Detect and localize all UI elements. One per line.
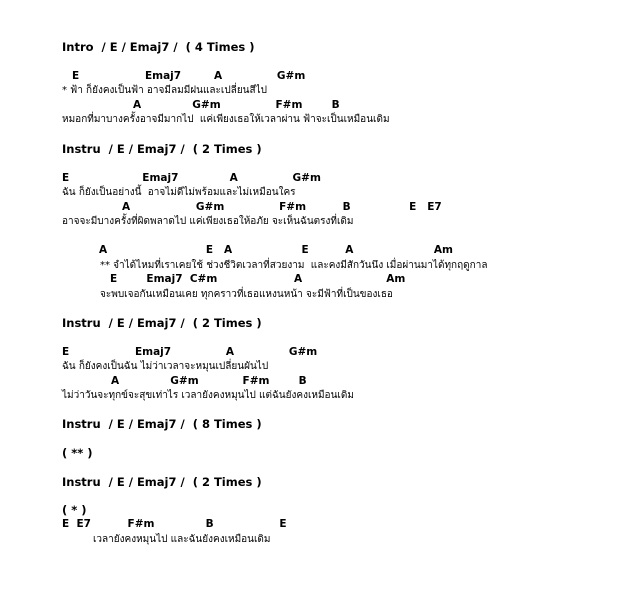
- verse2-lyric-2: อาจจะมีบางครั้งที่ผิดพลาดไป แค่เพียงเธอให้อภัย จะเห็นฉันตรงที่เดิม: [62, 216, 354, 227]
- verse1-chords-2: A G#m F#m B: [133, 99, 340, 111]
- verse3-lyric-2: ไม่ว่าวันจะทุกข์จะสุขเท่าไร เวลายังคงหมุนไป แต่ฉันยังคงเหมือนเดิม: [62, 390, 354, 401]
- verse3-lyric-1: ฉัน ก็ยังคงเป็นฉัน ไม่ว่าเวลาจะหมุนเปลี่ยนผันไป: [62, 361, 269, 372]
- verse2-lyric-1: ฉัน ก็ยังเป็นอย่างนี้ อาจไม่ดีไม่พร้อมและไม่เหมือนใคร: [62, 187, 296, 198]
- instru-line-3: Instru / E / Emaj7 / ( 8 Times ): [62, 417, 262, 431]
- chorus-lyric-1: ** จำได้ไหมที่เราเคยใช้ ช่วงชีวิตเวลาที่สวยงาม และคงมีสักวันนึง เมื่อผ่านมาได้ทุกฤดูกาล: [100, 260, 488, 271]
- outro-marker: ( * ): [62, 503, 87, 517]
- intro-line: Intro / E / Emaj7 / ( 4 Times ): [62, 40, 255, 54]
- chorus-chords-2: E Emaj7 C#m A Am: [110, 273, 406, 285]
- instru-line-1: Instru / E / Emaj7 / ( 2 Times ): [62, 142, 262, 156]
- verse3-chords-2: A G#m F#m B: [111, 375, 307, 387]
- verse2-chords-2: A G#m F#m B E E7: [122, 201, 442, 213]
- chorus-chords-1: A E A E A Am: [99, 244, 453, 256]
- verse1-chords-1: E Emaj7 A G#m: [72, 70, 306, 82]
- verse1-lyric-1: * ฟ้า ก็ยังคงเป็นฟ้า อาจมีลมมีฝนและเปลี่ยนสีไป: [62, 85, 267, 96]
- repeat-chorus-marker: ( ** ): [62, 446, 93, 460]
- outro-chords: E E7 F#m B E: [62, 518, 287, 530]
- chorus-lyric-2: จะพบเจอกันเหมือนเคย ทุกคราวที่เธอแหงนหน้า จะมีฟ้าที่เป็นของเธอ: [100, 289, 393, 300]
- verse2-chords-1: E Emaj7 A G#m: [62, 172, 321, 184]
- instru-line-2: Instru / E / Emaj7 / ( 2 Times ): [62, 316, 262, 330]
- verse3-chords-1: E Emaj7 A G#m: [62, 346, 318, 358]
- instru-line-4: Instru / E / Emaj7 / ( 2 Times ): [62, 475, 262, 489]
- outro-lyric: เวลายังคงหมุนไป และฉันยังคงเหมือนเดิม: [93, 534, 271, 545]
- verse1-lyric-2: หมอกที่มาบางครั้งอาจมีมากไป แค่เพียงเธอให้เวลาผ่าน ฟ้าจะเป็นเหมือนเดิม: [62, 114, 390, 125]
